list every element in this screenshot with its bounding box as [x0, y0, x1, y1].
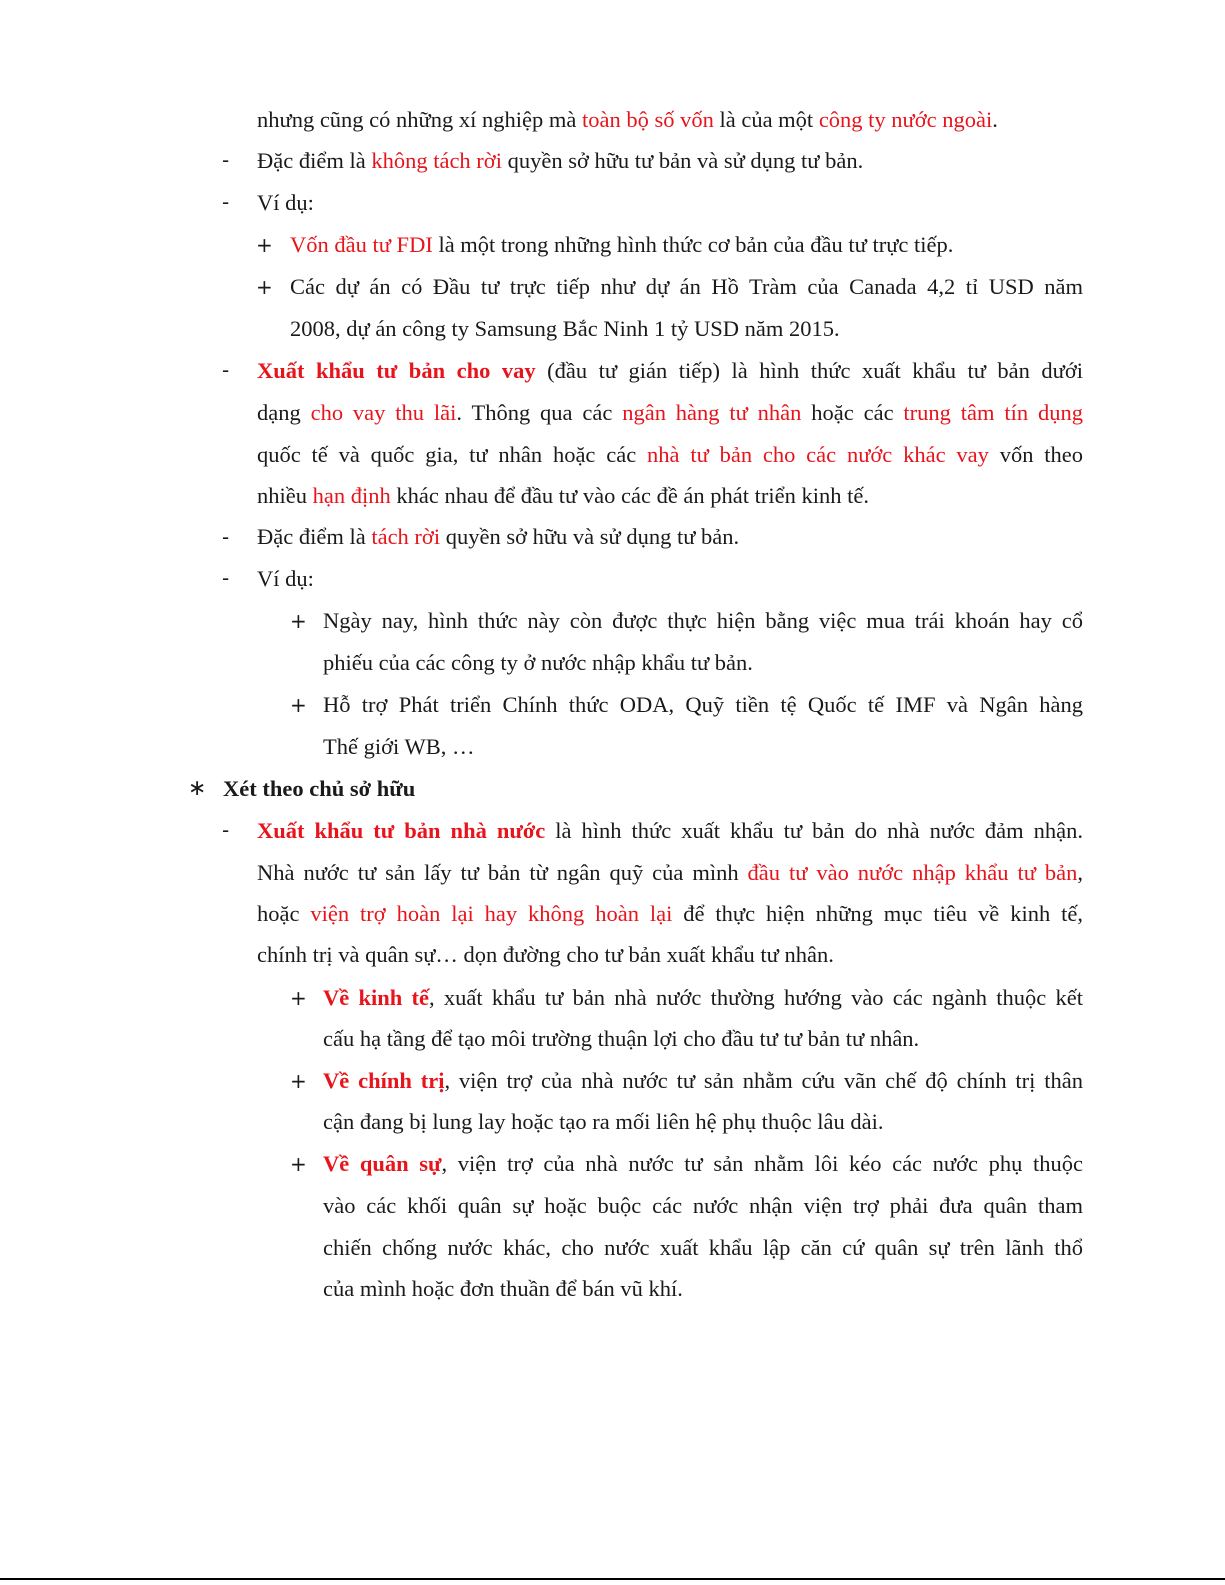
text-line: chiến chống nước khác, cho nước xuất khẩu lập căn cứ quân sự trên lãnh thổ	[323, 1235, 1083, 1260]
text-line: Các dự án có Đầu tư trực tiếp như dự án Hồ Tràm của Canada 4,2 tỉ USD năm	[290, 274, 1083, 299]
dash-bullet-icon: -	[222, 525, 230, 549]
page-bottom-divider	[0, 1578, 1225, 1580]
text-line: 2008, dự án công ty Samsung Bắc Ninh 1 tỷ USD năm 2015.	[290, 316, 840, 341]
highlight-text: Vốn đầu tư FDI	[290, 232, 433, 257]
text-line: Về quân sự, viện trợ của nhà nước tư sản nhằm lôi kéo các nước phụ thuộc	[323, 1151, 1083, 1176]
text-line: quốc tế và quốc gia, tư nhân hoặc các nhà tư bản cho các nước khác vay vốn theo	[257, 442, 1083, 467]
highlight-text: nhà tư bản cho các nước khác vay	[647, 442, 989, 467]
text-line: nhưng cũng có những xí nghiệp mà toàn bộ số vốn là của một công ty nước ngoài.	[257, 107, 998, 132]
highlight-bold-text: Xuất khẩu tư bản nhà nước	[257, 818, 546, 843]
text-line: Thế giới WB, …	[323, 734, 475, 759]
text-line: cấu hạ tầng để tạo môi trường thuận lợi cho đầu tư tư bản tư nhân.	[323, 1026, 920, 1051]
highlight-text: đầu tư vào nước nhập khẩu tư bản	[747, 860, 1078, 885]
text-line: chính trị và quân sự… dọn đường cho tư bản xuất khẩu tư nhân.	[257, 942, 834, 967]
dash-bullet-icon: -	[222, 566, 230, 590]
plus-bullet-icon: +	[290, 609, 307, 633]
plus-bullet-icon: +	[290, 693, 307, 717]
text-line: Nhà nước tư sản lấy tư bản từ ngân quỹ của mình đầu tư vào nước nhập khẩu tư bản,	[257, 860, 1083, 885]
text-line: Ví dụ:	[257, 190, 314, 215]
highlight-bold-text: Về quân sự	[323, 1151, 442, 1176]
plus-bullet-icon: +	[256, 275, 273, 299]
highlight-text: không tách rời	[371, 148, 502, 173]
highlight-text: toàn bộ số vốn	[581, 107, 714, 132]
text-line: dạng cho vay thu lãi. Thông qua các ngân hàng tư nhân hoặc các trung tâm tín dụng	[257, 400, 1083, 425]
highlight-bold-text: Về kinh tế	[323, 985, 430, 1010]
text-line: Hỗ trợ Phát triển Chính thức ODA, Quỹ tiền tệ Quốc tế IMF và Ngân hàng	[323, 692, 1083, 717]
text-line: Ngày nay, hình thức này còn được thực hiện bằng việc mua trái khoán hay cổ	[323, 608, 1083, 633]
text-line: Đặc điểm là tách rời quyền sở hữu và sử dụng tư bản.	[257, 524, 740, 549]
text-line: Về kinh tế, xuất khẩu tư bản nhà nước thường hướng vào các ngành thuộc kết	[323, 985, 1083, 1010]
highlight-text: cho vay thu lãi	[310, 400, 457, 425]
text-line: Xuất khẩu tư bản nhà nước là hình thức xuất khẩu tư bản do nhà nước đảm nhận.	[257, 818, 1083, 843]
plus-bullet-icon: +	[290, 1152, 307, 1176]
text-line: Ví dụ:	[257, 566, 314, 591]
highlight-bold-text: Về chính trị	[323, 1068, 445, 1093]
highlight-text: công ty nước ngoài	[818, 107, 993, 132]
text-line: Xuất khẩu tư bản cho vay (đầu tư gián tiếp) là hình thức xuất khẩu tư bản dưới	[257, 358, 1083, 383]
highlight-text: ngân hàng tư nhân	[622, 400, 802, 425]
highlight-text: viện trợ hoàn lại hay không hoàn lại	[310, 901, 673, 926]
highlight-bold-text: Xuất khẩu tư bản cho vay	[257, 358, 536, 383]
plus-bullet-icon: +	[290, 986, 307, 1010]
dash-bullet-icon: -	[222, 358, 230, 382]
plus-bullet-icon: +	[256, 233, 273, 257]
text-line: vào các khối quân sự hoặc buộc các nước nhận viện trợ phải đưa quân tham	[323, 1193, 1083, 1218]
highlight-text: tách rời	[371, 524, 441, 549]
text-line: Về chính trị, viện trợ của nhà nước tư sản nhằm cứu vãn chế độ chính trị thân	[323, 1068, 1083, 1093]
text-line: Đặc điểm là không tách rời quyền sở hữu tư bản và sử dụng tư bản.	[257, 148, 864, 173]
section-heading: Xét theo chủ sở hữu	[223, 776, 416, 801]
text-line: Vốn đầu tư FDI là một trong những hình thức cơ bản của đầu tư trực tiếp.	[290, 232, 954, 257]
text-line: nhiều hạn định khác nhau để đầu tư vào các đề án phát triển kinh tế.	[257, 483, 870, 508]
text-line: hoặc viện trợ hoàn lại hay không hoàn lại để thực hiện những mục tiêu về kinh tế,	[257, 901, 1083, 926]
dash-bullet-icon: -	[222, 818, 230, 842]
dash-bullet-icon: -	[222, 148, 230, 172]
highlight-text: trung tâm tín dụng	[903, 400, 1083, 425]
text-line: phiếu của các công ty ở nước nhập khẩu tư bản.	[323, 650, 753, 675]
text-line: của mình hoặc đơn thuần để bán vũ khí.	[323, 1276, 683, 1301]
highlight-text: hạn định	[312, 483, 391, 508]
dash-bullet-icon: -	[222, 190, 230, 214]
text-line: cận đang bị lung lay hoặc tạo ra mối liên hệ phụ thuộc lâu dài.	[323, 1109, 884, 1134]
asterisk-bullet-icon: ∗	[188, 776, 207, 801]
plus-bullet-icon: +	[290, 1069, 307, 1093]
